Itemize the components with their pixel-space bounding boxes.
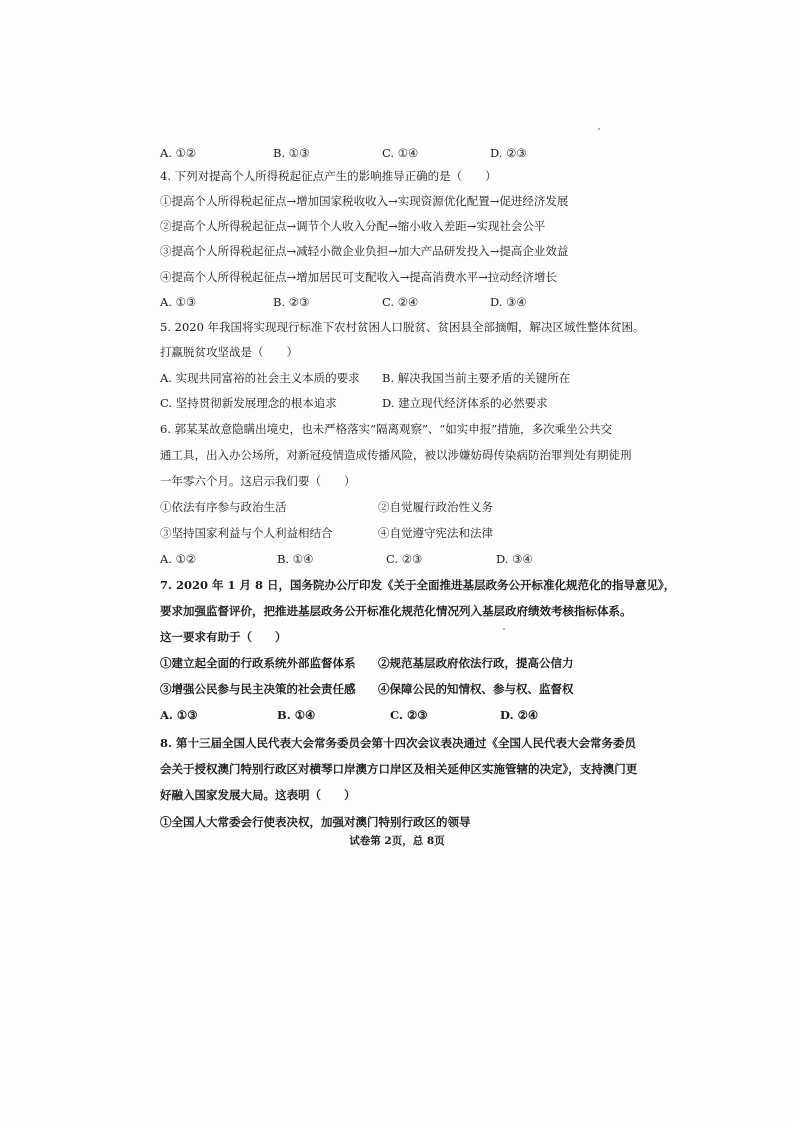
option-b: B. ①④	[277, 552, 314, 566]
q7-items-row-2	[160, 684, 640, 698]
q4-stem: 4. 下列对提高个人所得税起征点产生的影响推导正确的是（ ）	[160, 169, 497, 183]
q5-stem-line-2: 打赢脱贫攻坚战是（ ）	[160, 345, 298, 359]
q6-items-row-1	[160, 502, 640, 516]
option-b: B. 解决我国当前主要矛盾的关键所在	[382, 371, 571, 385]
q7-item-4: ④保障公民的知情权、参与权、监督权	[378, 682, 574, 696]
q5-stem-line-1: 5. 2020 年我国将实现现行标准下农村贫困人口脱贫、贫困县全部摘帽，解决区域性整体贫困。	[160, 320, 645, 334]
option-d: D. ②③	[490, 146, 527, 160]
q7-options	[160, 710, 640, 724]
q7-stem-line-1: 7. 2020 年 1 月 8 日，国务院办公厅印发《关于全面推进基层政务公开标准化规范化的指导意见》，	[160, 578, 676, 592]
q7-stem-line-3: 这一要求有助于（ ）	[160, 630, 287, 644]
option-c: C. ①④	[382, 146, 419, 160]
q8-stem-line-1: 8. 第十三届全国人民代表大会常务委员会第十四次会议表决通过《全国人民代表大会常务委员	[160, 736, 637, 750]
q8-stem-line-2: 会关于授权澳门特别行政区对横琴口岸澳方口岸区及相关延伸区实施管辖的决定》，支持澳门更	[160, 762, 638, 776]
q6-options	[160, 554, 640, 568]
q6-stem-line-3: 一年零六个月。这启示我们要（ ）	[160, 474, 356, 488]
option-b: B. ②③	[273, 295, 310, 309]
option-a: A. ①②	[160, 552, 197, 566]
q8-item-1: ①全国人大常委会行使表决权，加强对澳门特别行政区的领导	[160, 815, 471, 829]
q6-item-1: ①依法有序参与政治生活	[160, 500, 287, 514]
q8-stem-line-3: 好融入国家发展大局。这表明（ ）	[160, 788, 356, 802]
option-d: D. ③④	[496, 552, 533, 566]
option-c: C. ②③	[390, 708, 428, 722]
q7-item-2: ②规范基层政府依法行政，提高公信力	[378, 656, 574, 670]
option-d: D. 建立现代经济体系的必然要求	[382, 396, 548, 410]
q4-item-1: ①提高个人所得税起征点→增加国家税收收入→实现资源优化配置→促进经济发展	[160, 194, 569, 208]
q4-options	[160, 297, 640, 311]
q6-item-3: ③坚持国家利益与个人利益相结合	[160, 526, 333, 540]
option-c: C. ②④	[382, 295, 419, 309]
q6-stem-line-2: 通工具，出入办公场所，对新冠疫情造成传播风险，被以涉嫌妨碍传染病防治罪判处有期徒刑	[160, 448, 632, 462]
q7-stem-line-2: 要求加强监督评价，把推进基层政务公开标准化规范化情况列入基层政府绩效考核指标体系。	[160, 604, 632, 618]
page-footer: 试卷第 2页，总 8页	[349, 835, 445, 847]
scan-speck	[598, 128, 600, 130]
q6-stem-line-1: 6. 郭某某故意隐瞒出境史，也未严格落实“隔离观察”、“如实申报”措施，多次乘坐公共交	[160, 422, 613, 436]
option-c: C. ②③	[386, 552, 423, 566]
q5-options-row-1	[160, 373, 640, 387]
q4-item-3: ③提高个人所得税起征点→减轻小微企业负担→加大产品研发投入→提高企业效益	[160, 244, 569, 258]
option-d: D. ③④	[490, 295, 527, 309]
option-d: D. ②④	[500, 708, 539, 722]
option-a: A. ①②	[160, 146, 197, 160]
q7-items-row-1	[160, 658, 640, 672]
option-b: B. ①④	[277, 708, 316, 722]
option-a: A. ①③	[160, 708, 198, 722]
q6-item-2: ②自觉履行政治性义务	[378, 500, 493, 514]
option-c: C. 坚持贯彻新发展理念的根本追求	[160, 396, 337, 410]
q6-items-row-2	[160, 528, 640, 542]
option-a: A. 实现共同富裕的社会主义本质的要求	[160, 371, 360, 385]
q7-item-1: ①建立起全面的行政系统外部监督体系	[160, 656, 356, 670]
option-b: B. ①③	[273, 146, 310, 160]
q4-item-2: ②提高个人所得税起征点→调节个人收入分配→缩小收入差距→实现社会公平	[160, 219, 546, 233]
scan-speck	[503, 628, 505, 630]
option-a: A. ①③	[160, 295, 197, 309]
q6-item-4: ④自觉遵守宪法和法律	[378, 526, 493, 540]
q7-item-3: ③增强公民参与民主决策的社会责任感	[160, 682, 356, 696]
q5-options-row-2	[160, 398, 640, 412]
q3-options	[160, 148, 640, 162]
q4-item-4: ④提高个人所得税起征点→增加居民可支配收入→提高消费水平→拉动经济增长	[160, 270, 557, 284]
